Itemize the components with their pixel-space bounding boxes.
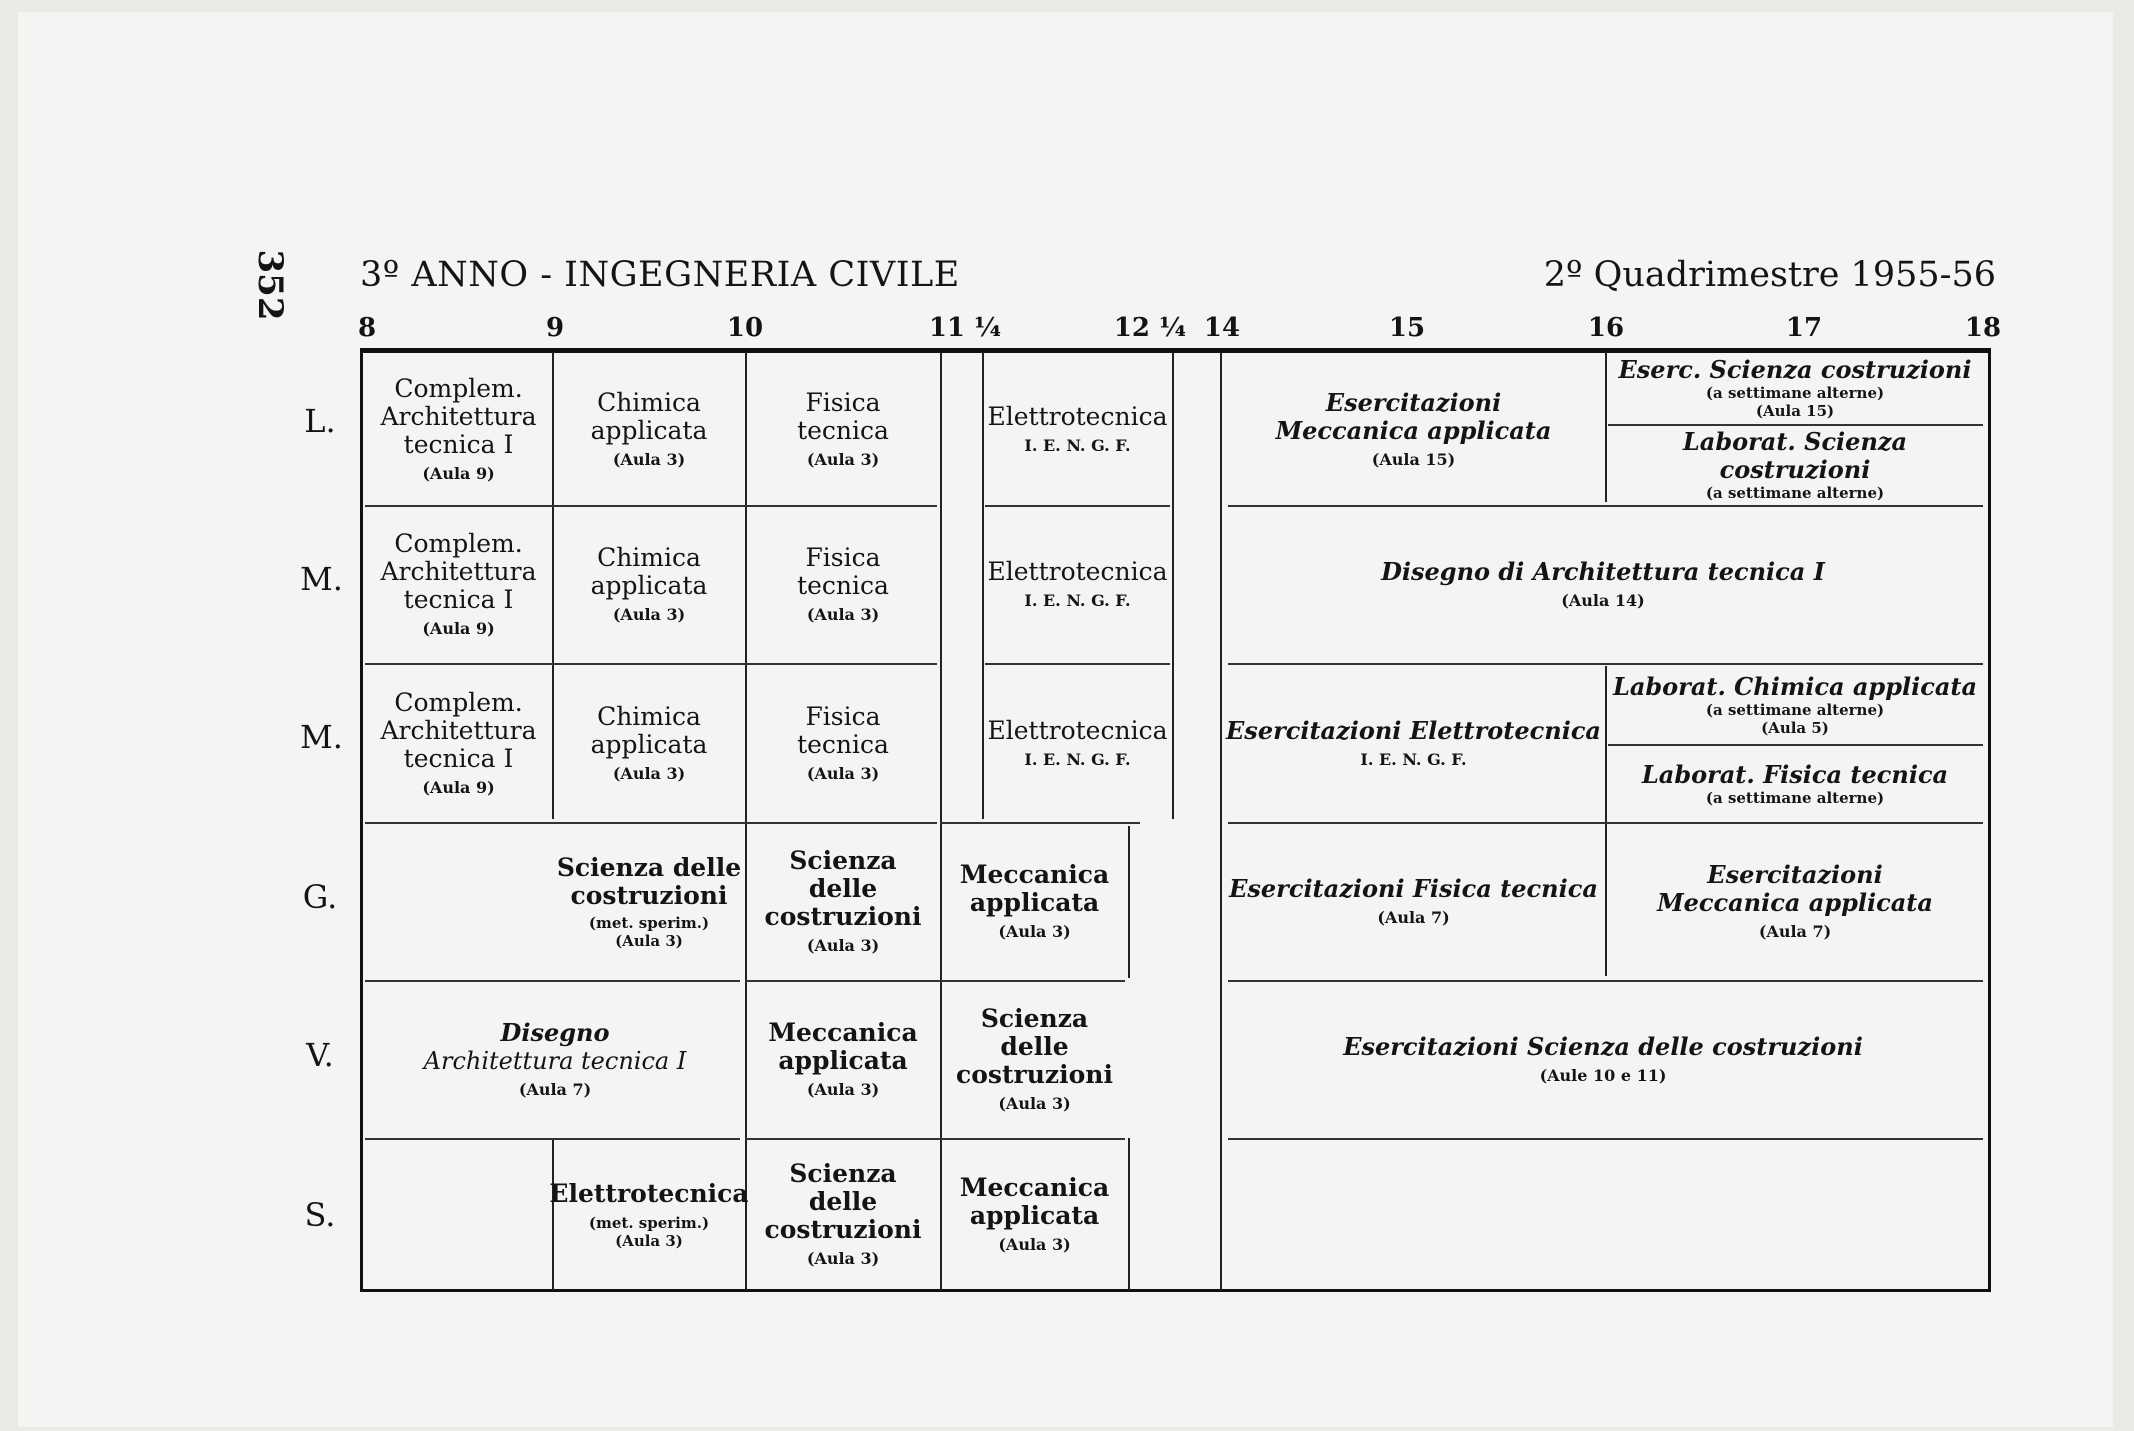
room-label: (Aula 3)	[806, 1080, 880, 1099]
room-label: (Aula 7)	[1377, 908, 1450, 927]
course-name: tecnica I	[403, 585, 514, 614]
room-label: I. E. N. G. F.	[1024, 591, 1131, 610]
day-label-venerdi: V.	[306, 1036, 334, 1074]
course-cell	[1606, 665, 1984, 744]
course-name: tecnica I	[403, 743, 514, 773]
room-label: (Aule 10 e 11)	[1539, 1066, 1667, 1085]
course-cell	[1222, 665, 1605, 822]
course-cell	[1606, 824, 1984, 980]
course-cell	[365, 355, 552, 505]
course-name: tecnica I	[403, 430, 514, 459]
course-name: Elettrotecnica	[987, 402, 1168, 431]
course-cell	[553, 355, 745, 505]
course-name: Meccanica	[959, 860, 1110, 889]
course-cell	[983, 665, 1172, 822]
schedule-note: (met. sperim.)	[588, 1214, 710, 1232]
hour-label: 12 ¼	[1113, 313, 1187, 343]
room-label: I. E. N. G. F.	[1360, 749, 1467, 769]
schedule-note: (met. sperim.)	[588, 914, 710, 932]
course-name: costruzioni	[764, 1215, 922, 1244]
room-label: (Aula 3)	[998, 922, 1071, 941]
course-name: applicata	[590, 416, 708, 445]
course-name: Laborat. Chimica applicata	[1612, 671, 1978, 701]
room-label: (Aula 9)	[422, 777, 495, 797]
course-name: Scienza delle	[556, 853, 742, 882]
course-cell	[365, 507, 552, 663]
course-name: tecnica	[797, 571, 889, 600]
room-label: I. E. N. G. F.	[1024, 436, 1131, 455]
course-name: delle	[808, 1187, 878, 1216]
hour-label: 16	[1587, 313, 1625, 343]
course-cell	[1222, 982, 1984, 1138]
course-name: Disegno di Architettura tecnica I	[1381, 557, 1825, 586]
page-number: 352	[250, 249, 290, 321]
day-label-giovedi: G.	[302, 878, 338, 916]
course-cell	[365, 665, 552, 822]
course-cell	[746, 665, 940, 822]
schedule-note: (a settimane alterne)	[1705, 484, 1885, 502]
course-name: Scienza	[980, 1004, 1089, 1033]
room-label: (Aula 9)	[422, 619, 495, 638]
course-name: Scienza	[789, 1159, 897, 1188]
course-cell	[746, 507, 940, 663]
course-name: Chimica	[597, 701, 701, 731]
course-cell	[553, 665, 745, 822]
room-label: (Aula 7)	[1758, 922, 1832, 941]
semester-label: 2º Quadrimestre 1955-56	[1543, 255, 1996, 295]
course-name: Scienza	[789, 846, 897, 875]
room-label: (Aula 3)	[998, 1094, 1071, 1113]
course-name: Laborat. Scienza costruzioni	[1682, 427, 1908, 484]
course-name: applicata	[969, 1201, 1100, 1230]
course-name: costruzioni	[764, 902, 922, 931]
course-name: Fisica	[805, 543, 881, 572]
room-label: (Aula 3)	[806, 936, 880, 955]
course-cell	[1222, 355, 1605, 505]
room-label: (Aula 15)	[1371, 450, 1456, 469]
course-name: applicata	[969, 888, 1100, 917]
course-cell	[1606, 352, 1984, 424]
course-cell	[941, 824, 1128, 980]
course-cell	[1222, 507, 1984, 663]
day-label-sabato: S.	[304, 1196, 336, 1234]
room-label: (Aula 15)	[1755, 402, 1835, 420]
room-label: (Aula 14)	[1561, 591, 1645, 610]
course-cell	[746, 1140, 940, 1290]
course-name: Laborat. Fisica tecnica	[1641, 760, 1949, 789]
course-name: Esercitazioni Fisica tecnica	[1229, 874, 1598, 903]
course-name: Elettrotecnica	[987, 715, 1168, 745]
course-name: Meccanica applicata	[1657, 888, 1933, 917]
course-name: Esercitazioni Elettrotecnica	[1226, 715, 1601, 745]
room-label: (Aula 3)	[615, 1232, 683, 1250]
hour-label: 9	[545, 313, 565, 343]
course-cell	[941, 982, 1128, 1138]
schedule-note: (a settimane alterne)	[1705, 789, 1885, 807]
room-label: (Aula 3)	[806, 763, 880, 783]
course-name: applicata	[778, 1046, 908, 1075]
course-name: Architettura tecnica I	[423, 1047, 687, 1075]
course-name: Fisica	[805, 701, 881, 731]
course-name: Architettura	[380, 557, 537, 586]
hour-label: 18	[1964, 313, 2002, 343]
course-name: Complem.	[394, 687, 523, 717]
course-cell	[1606, 746, 1984, 822]
day-label-mercoledi: M.	[300, 718, 343, 756]
course-cell	[983, 507, 1172, 663]
course-cell	[549, 1140, 749, 1290]
room-label: (Aula 9)	[422, 464, 495, 483]
course-name: Esercitazioni Scienza delle costruzioni	[1343, 1032, 1863, 1061]
room-label: (Aula 3)	[806, 605, 880, 624]
course-cell	[746, 824, 940, 980]
course-name: applicata	[590, 571, 708, 600]
room-label: (Aula 3)	[998, 1235, 1071, 1254]
course-name: delle	[1000, 1032, 1069, 1061]
page-title: 3º ANNO - INGEGNERIA CIVILE	[360, 255, 960, 295]
hour-label: 8	[357, 313, 377, 343]
course-name: Chimica	[597, 543, 701, 572]
room-label: (Aula 3)	[612, 763, 686, 783]
course-name: costruzioni	[956, 1060, 1113, 1089]
course-name: Meccanica	[959, 1173, 1110, 1202]
room-label: (Aula 3)	[806, 450, 880, 469]
room-label: (Aula 3)	[615, 932, 683, 950]
hour-label: 14	[1203, 313, 1241, 343]
course-cell	[983, 355, 1172, 505]
hour-label: 10	[726, 313, 764, 343]
room-label: (Aula 3)	[806, 1249, 880, 1268]
course-cell	[746, 355, 940, 505]
course-name: Esercitazioni	[1707, 860, 1883, 889]
course-name: applicata	[590, 729, 708, 759]
day-label-lunedi: L.	[304, 402, 336, 440]
course-name: Esercitazioni	[1325, 388, 1502, 417]
course-name: Architettura	[380, 715, 537, 745]
course-cell	[553, 824, 745, 980]
course-cell	[1222, 824, 1605, 980]
course-name: Fisica	[805, 388, 881, 417]
course-name: Complem.	[394, 374, 523, 403]
course-name: Architettura	[380, 402, 537, 431]
room-label: I. E. N. G. F.	[1024, 749, 1131, 769]
course-name: Chimica	[597, 388, 701, 417]
course-cell	[553, 507, 745, 663]
hour-label: 11 ¼	[928, 313, 1002, 343]
room-label: (Aula 3)	[612, 605, 686, 624]
course-cell	[1606, 426, 1984, 504]
course-cell	[941, 1140, 1128, 1290]
course-name: Disegno	[500, 1018, 610, 1047]
room-label: (Aula 5)	[1761, 718, 1829, 737]
course-name: tecnica	[797, 729, 889, 759]
room-label: (Aula 3)	[612, 450, 686, 469]
schedule-note: (a settimane alterne)	[1705, 384, 1885, 402]
hour-label: 15	[1388, 313, 1426, 343]
course-cell	[365, 982, 745, 1138]
course-name: tecnica	[797, 416, 889, 445]
course-name: Meccanica applicata	[1275, 416, 1552, 445]
day-label-martedi: M.	[300, 560, 343, 598]
course-name: Complem.	[394, 529, 523, 558]
course-cell	[746, 982, 940, 1138]
course-name: costruzioni	[570, 881, 728, 910]
course-name: Elettrotecnica	[987, 557, 1168, 586]
course-name: Eserc. Scienza costruzioni	[1618, 355, 1972, 384]
course-name: Meccanica	[768, 1018, 918, 1047]
room-label: (Aula 7)	[518, 1080, 592, 1099]
schedule-note: (a settimane alterne)	[1705, 700, 1885, 719]
hour-label: 17	[1785, 313, 1823, 343]
course-name: delle	[808, 874, 878, 903]
course-name: Elettrotecnica	[549, 1179, 749, 1208]
